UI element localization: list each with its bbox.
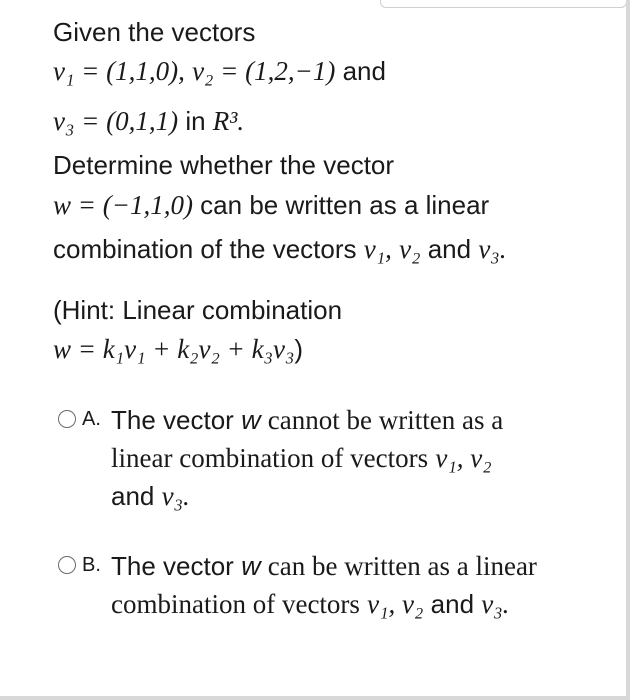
top-tab-edge	[380, 0, 627, 8]
option-b-text-1: The vector	[111, 551, 234, 581]
vector-w-def: w = (−1,1,0)	[53, 190, 193, 220]
option-b-and: and	[430, 589, 475, 619]
vector-v3-def: v₃ = (0,1,1)	[53, 106, 179, 136]
combination-of-text: combination of the vectors	[53, 234, 357, 264]
option-a-line-1	[111, 404, 503, 436]
question-given: Given the vectors	[53, 17, 256, 47]
option-a-and: and	[111, 481, 155, 511]
option-b-v3: v₃.	[481, 589, 510, 619]
option-a-letter: A.	[82, 408, 101, 430]
option-a-line-2	[111, 442, 492, 474]
option-b-w: w	[241, 551, 261, 581]
v1-symbol: v₁,	[363, 234, 392, 264]
in-text: in	[185, 106, 206, 136]
v3-symbol: v₃.	[478, 234, 507, 264]
hint-line-2	[53, 333, 303, 365]
vector-v1-def: v₁ = (1,1,0),	[53, 56, 185, 86]
option-b-text-2: can be written as a linear	[267, 551, 537, 581]
question-line-6	[53, 233, 506, 265]
question-line-5	[53, 189, 489, 221]
option-b-radio[interactable]	[58, 556, 76, 574]
option-b-letter: B.	[82, 554, 101, 576]
option-a-control[interactable]	[58, 404, 101, 431]
space-r3: R³.	[212, 106, 245, 136]
hint-close: )	[294, 334, 304, 364]
written-as-text: can be written as a linear	[200, 190, 490, 220]
vector-v2-def: v₂ = (1,2,−1)	[192, 56, 336, 86]
hint-equation: w = k₁v₁ + k₂v₂ + k₃v₃	[53, 334, 295, 364]
option-a-text-2: cannot be written as a	[267, 405, 504, 435]
option-a-radio[interactable]	[58, 410, 76, 428]
determine-text: Determine whether the vector	[53, 150, 395, 180]
option-b-text-3: combination of vectors	[111, 589, 360, 619]
hint-line-1	[53, 294, 342, 326]
v2-symbol: v₂	[399, 234, 421, 264]
option-a-text-1: The vector	[111, 405, 234, 435]
and-text-2: and	[427, 234, 472, 264]
option-b-line-2	[111, 588, 509, 620]
question-line-1	[53, 16, 255, 48]
option-a-text-3: linear combination of vectors	[111, 443, 429, 473]
question-line-4	[53, 149, 394, 181]
option-b-line-1	[111, 550, 537, 582]
option-a-syms: v₁, v₂	[435, 443, 492, 473]
and-text: and	[342, 56, 386, 86]
option-b-syms: v₁, v₂	[367, 589, 424, 619]
option-b-control[interactable]	[58, 550, 101, 577]
option-a-line-3	[111, 480, 190, 512]
question-line-2	[53, 55, 386, 87]
question-line-3	[53, 105, 244, 137]
hint-open: (Hint: Linear combination	[53, 295, 343, 325]
option-a-v3: v₃.	[161, 481, 190, 511]
option-a-w: w	[241, 405, 261, 435]
